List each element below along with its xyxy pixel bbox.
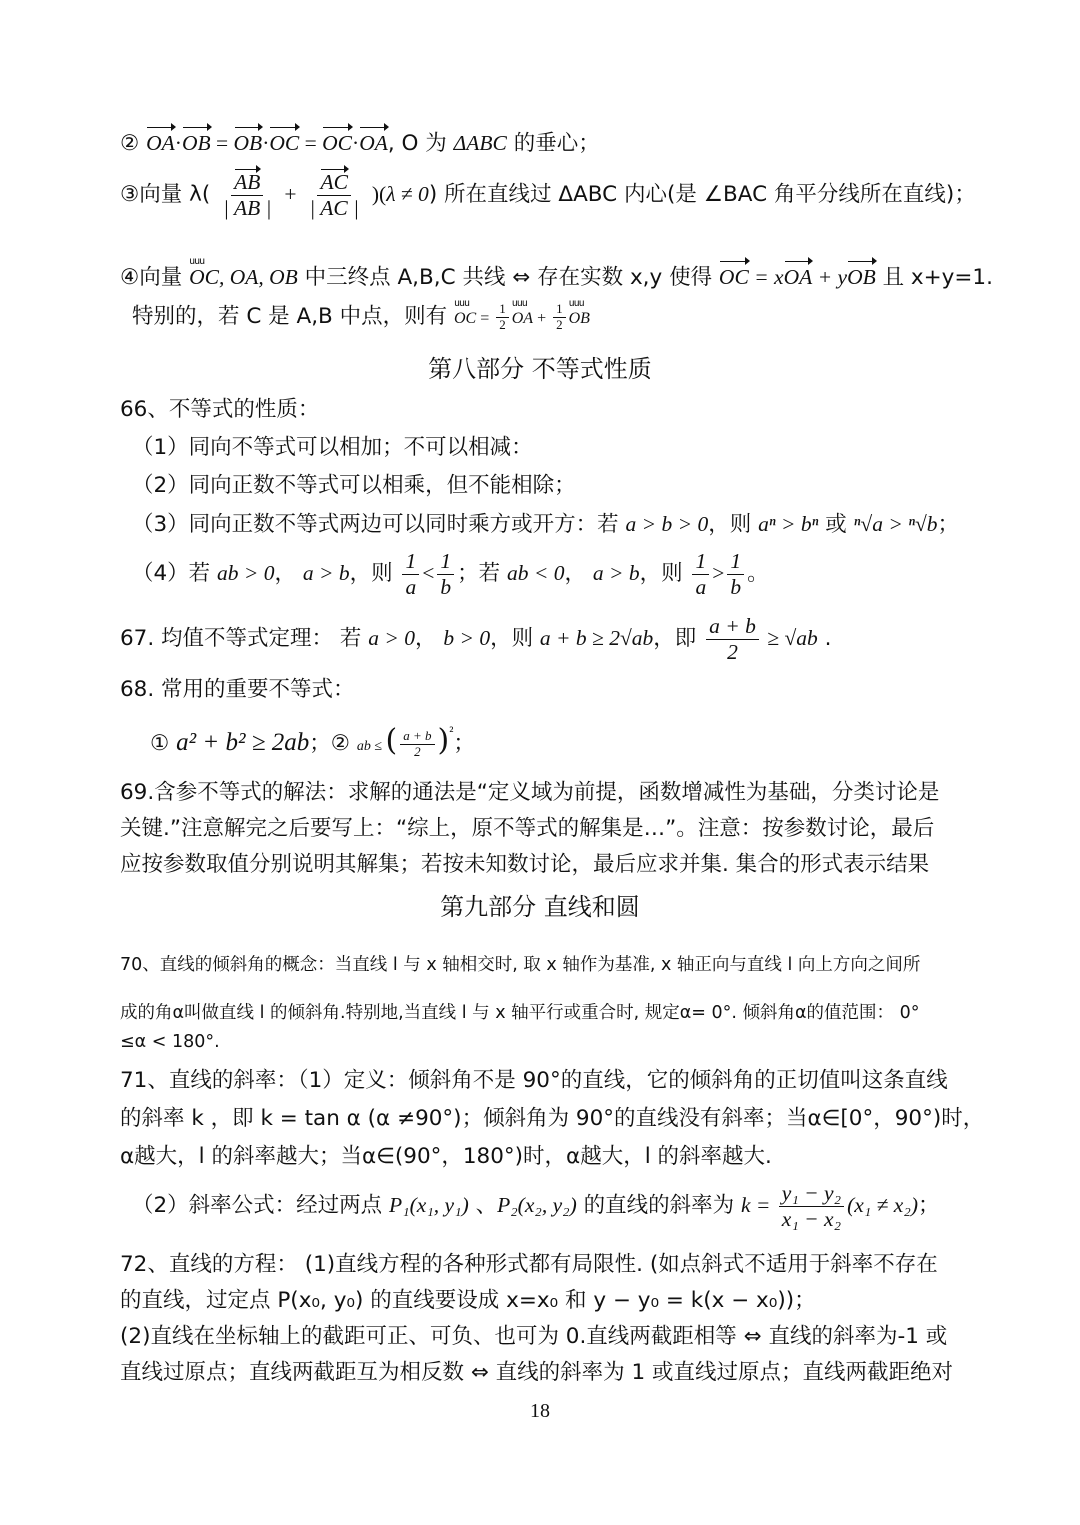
dot-op: · — [174, 131, 182, 155]
b: b — [730, 574, 742, 599]
fraction-1-over-b — [437, 549, 454, 599]
math: ab < 0 — [506, 561, 565, 585]
item-66-title: 66、不等式的性质： — [120, 397, 320, 422]
one: 1 — [402, 549, 419, 575]
item-68-formulas: ① a² + b² ≥ 2ab；② ab ≤ ( $\frac{a + b}{2}$ )$^{^2}$； — [150, 723, 475, 759]
vector-oa: OA — [784, 262, 813, 292]
vector-oc: uuu OC — [454, 302, 476, 336]
vector-ob: OB — [847, 262, 876, 292]
paragraph-line: α越大，l 的斜率越大；当α∈(90°，180°)时，α越大，l 的斜率越大. — [120, 1144, 772, 1169]
vector-ob: OB — [234, 128, 263, 158]
item-72 — [120, 1247, 970, 1391]
paragraph-line: 70、直线的倾斜角的概念：当直线 l 与 x 轴相交时, 取 x 轴作为基准, x 轴正向与直线 l 向上方向之间所 — [120, 955, 921, 975]
text: ) 所在直线过 ΔABC 内心(是 ∠BAC 角平分线所在直线)； — [428, 182, 976, 208]
item-66-1: （1）同向不等式可以相加；不可以相减： — [132, 435, 533, 460]
paragraph-line: 69.含参不等式的解法：求解的通法是“定义域为前提，函数增减性为基础，分类讨论是 — [120, 780, 940, 805]
paragraph-line: 应按参数取值分别说明其解集；若按未知数讨论，最后应求并集. 集合的形式表示结果 — [120, 852, 930, 877]
math: b > 0 — [443, 626, 491, 650]
fraction-ac-unit — [306, 170, 362, 220]
fraction-1-over-a — [692, 549, 709, 599]
item-71 — [120, 1062, 985, 1176]
item-68-title: 68. 常用的重要不等式： — [120, 677, 355, 702]
text: 的直线的斜率为 — [576, 1193, 741, 1218]
text: ④向量 — [120, 265, 190, 290]
exponent: ² — [449, 725, 454, 740]
item-69 — [120, 775, 970, 883]
numerator: a + b — [400, 729, 434, 745]
text: （4）若 — [132, 561, 218, 586]
triangle-abc: ΔABC — [453, 131, 507, 155]
item-71-slope-formula — [132, 1175, 982, 1236]
text: ； — [937, 512, 960, 537]
text: 或 — [818, 512, 854, 537]
fraction-slope — [779, 1181, 844, 1231]
math: ab ≤ — [356, 739, 386, 754]
equals: = — [299, 131, 323, 155]
circled-1: ① — [150, 731, 177, 756]
paragraph-line: (2)直线在坐标轴上的截距可正、可负、也可为 0.直线两截距相等 ⇔ 直线的斜率为-1 或 — [120, 1324, 948, 1349]
text: ； — [453, 731, 475, 756]
vector-oa: OA — [146, 128, 175, 158]
paragraph-line: 关键.”注意解完之后要写上：“综上，原不等式的解集是…”。注意：按参数讨论，最后 — [120, 816, 935, 841]
norm-ac: | AC | — [309, 195, 360, 220]
lambda-condition: λ ≠ 0 — [386, 182, 429, 207]
text: ；若 — [457, 561, 507, 586]
item-66-3 — [132, 509, 982, 540]
math: a > b — [302, 561, 350, 585]
a: a — [405, 574, 417, 599]
fraction-1-over-a — [402, 549, 419, 599]
paragraph-line: 71、直线的斜率：（1）定义：倾斜角不是 90°的直线，它的倾斜角的正切值叫这条直线 — [120, 1068, 948, 1093]
vector-ob: uuu OB — [569, 302, 590, 336]
equals: = — [476, 310, 494, 327]
text: （3）同向正数不等式两边可以同时乘方或开方：若 — [132, 512, 626, 537]
text: 中三终点 A,B,C 共线 ⇔ 存在实数 x,y 使得 — [297, 265, 719, 290]
math: aⁿ > bⁿ — [758, 512, 819, 536]
text: 特别的，若 C 是 A,B 中点，则有 — [132, 304, 454, 329]
vector-oc: OC — [269, 128, 299, 158]
item-3-incenter — [120, 170, 976, 220]
denominator: x₁ − x₂ — [781, 1206, 842, 1231]
math: a > b — [592, 561, 640, 585]
text: 且 x+y=1. — [875, 265, 993, 290]
math: a > 0 — [368, 626, 415, 650]
vector-oc: OC — [719, 262, 749, 292]
text: ， — [274, 561, 303, 586]
item-67 — [120, 608, 970, 669]
math: a² + b² ≥ 2ab — [176, 729, 310, 756]
math: k = — [740, 1193, 776, 1217]
fraction-mean — [400, 729, 434, 760]
denominator: 2 — [727, 639, 738, 664]
less-than: < — [422, 561, 435, 585]
paragraph-line: 72、直线的方程： (1)直线方程的各种形式都有局限性. (如点斜式不适用于斜率不存在 — [120, 1252, 938, 1277]
two: 2 — [556, 316, 563, 332]
text: 的垂心； — [506, 131, 600, 156]
paragraph-line: 的直线，过定点 P(x₀, y₀) 的直线要设成 x=x₀ 和 y − y₀ = k(x − x₀))； — [120, 1288, 816, 1313]
text: 。 — [747, 561, 769, 586]
fraction-half — [496, 302, 509, 333]
plus: + — [533, 310, 551, 327]
math: ⁿ√a > ⁿ√b — [853, 512, 938, 536]
text: 67. 均值不等式定理： 若 — [120, 626, 369, 651]
paragraph-line: 成的角α叫做直线 l 的倾斜角.特别地,当直线 l 与 x 轴平行或重合时, 规定α= 0°. 倾斜角α的值范围： 0° — [120, 1003, 920, 1023]
item-66-2: （2）同向正数不等式可以相乘，但不能相除； — [132, 473, 576, 498]
item-4-collinear — [120, 262, 993, 293]
math: (x₁ ≠ x₂) — [847, 1193, 918, 1217]
numerator: a + b — [706, 614, 759, 640]
text: ，即 — [653, 626, 704, 651]
equals-x: = x — [748, 265, 784, 289]
equals: = — [210, 131, 234, 155]
math: ≥ √ab — [761, 626, 818, 650]
one: 1 — [496, 302, 509, 318]
norm-ab: | AB | — [223, 195, 272, 220]
text: . — [817, 626, 832, 651]
text: （2）斜率公式：经过两点 — [132, 1193, 390, 1218]
fraction-half — [553, 302, 566, 333]
circled-2: ② — [120, 131, 140, 156]
paren: )( — [371, 182, 387, 207]
plus-y: + y — [812, 265, 848, 289]
fraction-1-over-b — [727, 549, 744, 599]
item-66-4 — [132, 543, 982, 604]
text: 、 — [468, 1193, 498, 1218]
fraction-ab-unit — [220, 170, 274, 220]
one: 1 — [727, 549, 744, 575]
greater-than: > — [712, 561, 725, 585]
one: 1 — [553, 302, 566, 318]
math: a > b > 0 — [625, 512, 709, 536]
text: ， — [564, 561, 593, 586]
paragraph-line: 直线过原点；直线两截距互为相反数 ⇔ 直线的斜率为 1 或直线过原点；直线两截距绝对 — [120, 1360, 954, 1385]
dot-op: · — [352, 131, 360, 155]
text: ，则 — [708, 512, 759, 537]
a: a — [695, 574, 707, 599]
math: a + b ≥ 2√ab — [539, 626, 654, 650]
text: ，则 — [490, 626, 540, 651]
paragraph-line: 的斜率 k ，即 k = tan α (α ≠90°)；倾斜角为 90°的直线没有斜率；当α∈[0°，90°)时， — [120, 1106, 985, 1131]
point-p1: P₁(x₁, y₁) — [389, 1193, 469, 1217]
text: ③向量 λ( — [120, 182, 211, 208]
item-70 — [120, 945, 970, 1057]
text: ，则 — [639, 561, 690, 586]
vector-ob: OB — [182, 128, 211, 158]
text: ， — [414, 626, 444, 651]
one: 1 — [692, 549, 709, 575]
point-p2: P₂(x₂, y₂) — [497, 1193, 577, 1217]
vectors-oc-oa-ob: uuu OC, OA, OB — [189, 262, 298, 292]
vector-oa: uuu OA — [512, 302, 533, 336]
plus: + — [284, 182, 297, 207]
one: 1 — [437, 549, 454, 575]
fraction-mean — [706, 614, 759, 664]
vector-oa: OA — [359, 128, 388, 158]
two: 2 — [499, 316, 506, 332]
text: , O 为 — [387, 131, 454, 156]
numerator: y₁ − y₂ — [779, 1181, 844, 1207]
section-8-heading: 第八部分 不等式性质 — [428, 355, 652, 383]
text: ；② — [309, 731, 357, 756]
text: ； — [917, 1193, 940, 1218]
math: ab > 0 — [217, 561, 275, 585]
vector-ab: AB — [234, 170, 261, 194]
page-number: 18 — [530, 1400, 550, 1422]
b: b — [440, 574, 452, 599]
section-9-heading: 第九部分 直线和圆 — [440, 893, 640, 921]
vector-ac: AC — [320, 170, 348, 194]
denominator: 2 — [414, 743, 421, 759]
item-4-midpoint — [132, 300, 982, 336]
paragraph-line: ≤α < 180°. — [120, 1032, 220, 1052]
vector-oc: OC — [322, 128, 352, 158]
text: ，则 — [349, 561, 400, 586]
item-2-orthocenter — [120, 128, 970, 159]
dot-op: · — [262, 131, 270, 155]
